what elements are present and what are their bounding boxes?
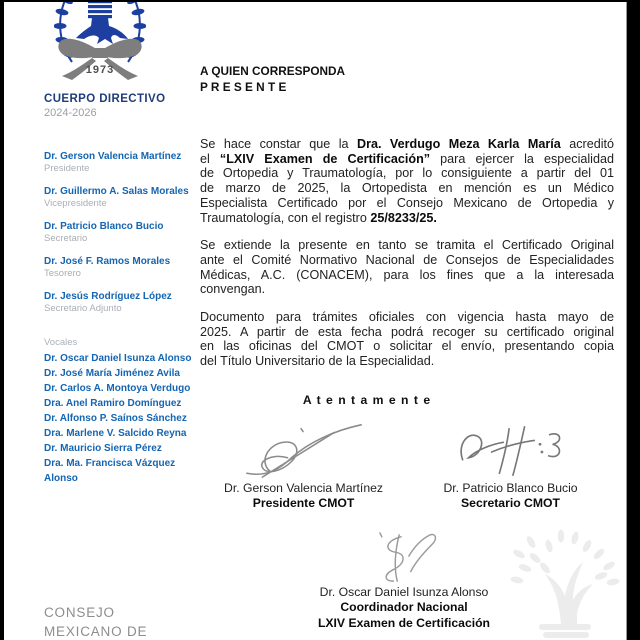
letter-line: convengan. bbox=[200, 282, 266, 297]
letter-document bbox=[4, 2, 627, 640]
officer-name: Dr. Patricio Blanco Bucio bbox=[44, 221, 164, 232]
signatory-role: Secretario CMOT bbox=[461, 495, 560, 510]
vocal-name: Dra. Marlene V. Salcido Reyna bbox=[44, 428, 187, 439]
signatory-role2: LXIV Examen de Certificación bbox=[317, 615, 491, 630]
signatory-name: Dr. Gerson Valencia Martínez bbox=[224, 480, 383, 495]
officer-role: Tesorero bbox=[44, 268, 81, 279]
signatures-row bbox=[200, 419, 614, 512]
officer-role: Vicepresidente bbox=[44, 198, 107, 209]
org-name bbox=[44, 603, 147, 640]
letter-line: de Ortopedia y Traumatología, por lo consiguiente a partir del 01 bbox=[200, 166, 614, 181]
letter-line: del Título Universitario de la Especialidad. bbox=[200, 354, 435, 369]
officer-name: Dr. José F. Ramos Morales bbox=[44, 256, 171, 267]
org-name-line2: MEXICANO DE bbox=[44, 624, 148, 639]
closing-atentamente: A t e n t a m e n t e bbox=[302, 392, 432, 407]
letter-line: Documento para trámites oficiales con vigencia hasta mayo de bbox=[200, 310, 614, 325]
letter-line: Se extiende la presente en tanto se tramita el Certificado Original bbox=[200, 238, 614, 253]
emblem-year: 1973 bbox=[85, 64, 115, 76]
cmot-emblem-icon bbox=[54, 2, 146, 82]
signatory-name: Dr. Oscar Daniel Isunza Alonso bbox=[319, 585, 489, 600]
signature-gerson-valencia-icon bbox=[200, 419, 407, 481]
vocal-name: Dra. Anel Ramiro Domínguez bbox=[44, 398, 182, 409]
salutation-line2: P R E S E N T E bbox=[200, 79, 287, 94]
letter-line: el “LXIV Examen de Certificación” para ejercer la especialidad bbox=[200, 151, 614, 166]
letter-line: 2025. A partir de esta fecha podrá recoger su certificado original bbox=[200, 324, 614, 339]
salutation bbox=[200, 64, 614, 95]
letter-line: Especialista Certificado por el Consejo Mexicano de Ortopedia y bbox=[200, 195, 614, 210]
signatory-secretary bbox=[407, 419, 614, 512]
vocal-name: Dr. Oscar Daniel Isunza Alonso bbox=[44, 353, 192, 364]
officer-role: Secretario bbox=[44, 233, 88, 244]
signatory-role: Presidente CMOT bbox=[252, 495, 355, 510]
signature-patricio-blanco-icon bbox=[407, 419, 614, 481]
paragraph-2 bbox=[200, 238, 614, 297]
officers-list bbox=[44, 151, 200, 326]
letter-line: en las oficinas del CMOT o solicitar el envío, presentando copia bbox=[200, 339, 614, 354]
letter-line: Médicas, A.C. (CONACEM), para los fines que a la interesada bbox=[200, 267, 614, 282]
signatory-role: Coordinador Nacional bbox=[340, 600, 468, 615]
vocales-label: Vocales bbox=[44, 337, 78, 348]
officer-name: Dr. Guillermo A. Salas Morales bbox=[44, 186, 189, 197]
salutation-line1: A QUIEN CORRESPONDA bbox=[200, 64, 346, 78]
vocal-name: Dr. José María Jiménez Avila bbox=[44, 368, 180, 379]
officer-role: Secretario Adjunto bbox=[44, 303, 122, 314]
cmot-watermark-tree-icon bbox=[505, 528, 625, 640]
directive-term: 2024-2026 bbox=[44, 107, 97, 119]
paragraph-3 bbox=[200, 310, 614, 369]
officer-name: Dr. Gerson Valencia Martínez bbox=[44, 151, 182, 162]
letter-line: de marzo de 2025, la Ortopedista en mención es un Médico bbox=[200, 181, 614, 196]
officer-entry bbox=[44, 186, 200, 210]
letter-line: Traumatología, con el registro 25/8233/25. bbox=[200, 210, 437, 225]
vocal-name: Dr. Carlos A. Montoya Verdugo bbox=[44, 383, 191, 394]
letter-line: ante el Comité Normativo Nacional de Consejos de Especialidades bbox=[200, 252, 614, 267]
directive-header bbox=[44, 92, 165, 121]
vocal-name: Dra. Ma. Francisca Vázquez Alonso bbox=[44, 458, 176, 484]
signatory-name: Dr. Patricio Blanco Bucio bbox=[443, 480, 578, 495]
paragraph-1 bbox=[200, 137, 614, 225]
officer-entry bbox=[44, 291, 200, 315]
vocal-name: Dr. Mauricio Sierra Pérez bbox=[44, 443, 162, 454]
officer-entry bbox=[44, 221, 200, 245]
directive-title: CUERPO DIRECTIVO bbox=[44, 93, 166, 105]
officer-role: Presidente bbox=[44, 163, 90, 174]
officer-name: Dr. Jesús Rodríguez López bbox=[44, 291, 172, 302]
org-name-line1: CONSEJO bbox=[44, 605, 115, 620]
letter-line: Se hace constar que la Dra. Verdugo Meza Karla María acreditó bbox=[200, 137, 614, 151]
officer-entry bbox=[44, 256, 200, 280]
vocales-list bbox=[44, 336, 204, 486]
officer-entry bbox=[44, 151, 200, 175]
vocal-name: Dr. Alfonso P. Saínos Sánchez bbox=[44, 413, 187, 424]
signatory-president bbox=[200, 419, 407, 512]
